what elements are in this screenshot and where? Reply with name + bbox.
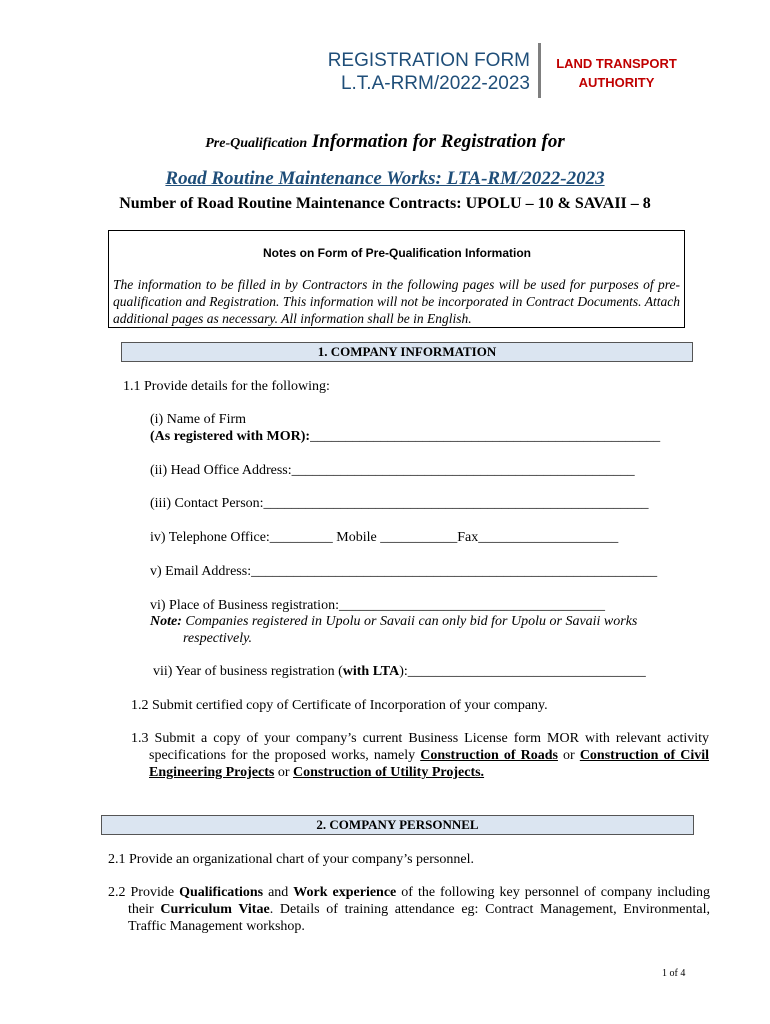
year-reg-bold: with LTA xyxy=(342,664,400,679)
item-1-3-text: 1.3 Submit a copy of your company’s current Business License form MOR with relevant activity specifications for the proposed works, namely xyxy=(131,731,709,763)
email-field[interactable]: v) Email Address:__________________________________________________________ xyxy=(150,564,658,579)
info-for-registration: Information for Registration for xyxy=(307,131,565,152)
form-title xyxy=(328,49,530,95)
section-company-personnel: 2. COMPANY PERSONNEL xyxy=(101,815,694,835)
telephone-field[interactable]: iv) Telephone Office:_________ Mobile ___________Fax____________________ xyxy=(150,530,619,545)
place-of-registration-field[interactable]: vi) Place of Business registration:______________________________________ xyxy=(150,598,605,613)
notes-heading: Notes on Form of Pre-Qualification Information xyxy=(262,246,531,260)
header-divider xyxy=(538,43,541,98)
registered-mor-blank: __________________________________________________ xyxy=(310,429,661,444)
authority-name xyxy=(549,54,684,92)
curriculum-vitae: Curriculum Vitae xyxy=(160,902,270,917)
item-1-2: 1.2 Submit certified copy of Certificate of Incorporation of your company. xyxy=(131,698,548,713)
name-of-firm-label: (i) Name of Firm xyxy=(150,412,247,427)
form-title-line1: REGISTRATION FORM xyxy=(327,50,530,71)
qualifications: Qualifications xyxy=(179,885,264,900)
section-company-information: 1. COMPANY INFORMATION xyxy=(121,342,693,362)
document-heading xyxy=(0,131,770,153)
registered-mor-label: (As registered with MOR): xyxy=(150,429,311,444)
work-experience: Work experience xyxy=(293,885,397,900)
registration-note xyxy=(150,613,678,647)
contact-person-field[interactable]: (iii) Contact Person:_______________________________________________________ xyxy=(150,496,649,511)
authority-line1: LAND TRANSPORT xyxy=(556,56,677,71)
item-2-1: 2.1 Provide an organizational chart of your company’s personnel. xyxy=(108,852,474,867)
item-1-3 xyxy=(131,730,709,781)
year-of-registration-field[interactable] xyxy=(153,663,646,680)
authority-line2: AUTHORITY xyxy=(578,75,655,90)
name-of-firm-field[interactable] xyxy=(150,428,660,445)
year-reg-post: ):__________________________________ xyxy=(399,664,646,679)
page-number: 1 of 4 xyxy=(662,968,686,979)
works-title: Road Routine Maintenance Works: LTA-RM/2022-2023 xyxy=(165,168,605,189)
construction-of-roads: Construction of Roads xyxy=(420,748,558,763)
construction-civil-engineering: Construction of Civil Engineering Projects xyxy=(149,748,709,780)
item-1-1: 1.1 Provide details for the following: xyxy=(123,379,330,394)
year-reg-pre: vii) Year of business registration ( xyxy=(153,664,343,679)
form-title-line2: L.T.A-RRM/2022-2023 xyxy=(340,73,530,94)
contracts-count: Number of Road Routine Maintenance Contracts: UPOLU – 10 & SAVAII – 8 xyxy=(119,195,651,212)
item-1-3-or2: or xyxy=(274,765,294,780)
item-2-2-c: and xyxy=(263,885,294,900)
note-text: Companies registered in Upolu or Savaii can only bid for Upolu or Savaii works respectively. xyxy=(181,614,638,646)
item-2-2-g: . Details of training attendance eg: Contract Management, Environmental, Traffic Management workshop. xyxy=(128,902,710,934)
notes-body: The information to be filled in by Contractors in the following pages will be used for purposes of pre-qualification and Registration. This information will not be incorporated in Contract Documents. Attach additional pages as necessary. All information shall be in English. xyxy=(113,277,680,326)
item-2-2 xyxy=(108,884,710,935)
head-office-field[interactable]: (ii) Head Office Address:_________________________________________________ xyxy=(150,463,635,478)
item-1-3-or1: or xyxy=(557,748,580,763)
note-label: Note: xyxy=(150,614,182,629)
item-2-2-a: 2.2 Provide xyxy=(108,885,180,900)
pre-qualification-label: Pre-Qualification xyxy=(205,136,308,151)
item-2-2-e: of the following key personnel of company including their xyxy=(128,885,710,917)
construction-utility-projects: Construction of Utility Projects. xyxy=(293,765,485,780)
